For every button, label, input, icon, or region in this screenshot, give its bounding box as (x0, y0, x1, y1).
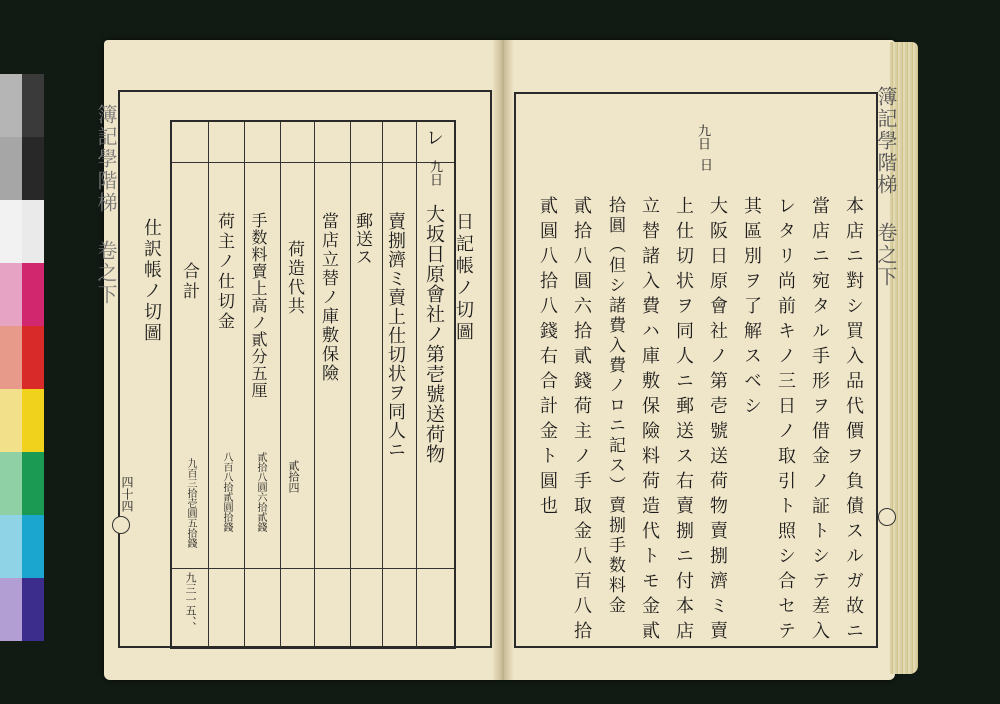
patch-magenta (22, 263, 44, 326)
text-column-3: レタリ尚前キノ三日ノ取引ト照シ合セテ (775, 196, 796, 646)
text-column-7: 立替諸入費ハ庫敷保險料荷造代トモ金貳 (639, 196, 660, 646)
entry-line-6: 手数料賣上高ノ貳分五厘 (249, 212, 268, 399)
book-gutter (492, 40, 514, 680)
text-date-heading: 九日 (695, 124, 710, 150)
patch-lightgreen (0, 452, 22, 515)
ledger-header-rule (172, 162, 454, 163)
text-column-2: 當店ニ宛タル手形ヲ借金ノ証トシテ差入 (809, 196, 830, 646)
ledger-amount-rule (172, 568, 454, 569)
entry-line-5: 荷造代共 (284, 240, 304, 316)
color-calibration-strip (0, 74, 46, 642)
text-column-6: 上仕切状ヲ同人ニ郵送ス右賣捌ニ付本店 (673, 196, 694, 646)
amount-2: 貳拾八圓六拾貳錢 (255, 452, 266, 532)
left-page-number: 四十四 (120, 476, 134, 512)
binding-hole-left (112, 516, 130, 534)
patch-lightcyan (0, 515, 22, 578)
entry-line-8: 合計 (179, 262, 199, 302)
patch-yellow (22, 389, 44, 452)
right-side-header: 簿記學階梯 卷之下 (874, 86, 898, 288)
patch-white-2 (22, 200, 44, 263)
patch-red (22, 326, 44, 389)
patch-lightyellow (0, 389, 22, 452)
entry-line-7: 荷主ノ仕切金 (214, 212, 234, 332)
amount-1: 貳拾四 (287, 460, 300, 493)
patch-gray-2 (22, 74, 44, 137)
ledger-col-rule-5 (350, 122, 351, 647)
entry-line-2: 賣捌濟ミ賣上仕切状ヲ同人ニ (385, 212, 406, 459)
ledger-table (170, 120, 456, 649)
text-column-4: 其區別ヲ了解スベシ (741, 196, 762, 421)
patch-green (22, 452, 44, 515)
ledger-col-rule-4 (314, 122, 315, 647)
amount-3: 八百八拾貳圓拾錢 (221, 452, 232, 532)
text-column-10: 貳圓八拾八錢右合計金ト圓也 (537, 196, 558, 521)
patch-lavender (0, 578, 22, 641)
ledger-col-rule-7 (416, 122, 417, 647)
patch-pink-1 (0, 263, 22, 326)
ledger-col-rule-1 (208, 122, 209, 647)
entry-marker: レ (423, 128, 444, 146)
entry-line-4: 當店立替ノ庫敷保險 (318, 212, 338, 383)
ledger-col-rule-6 (382, 122, 383, 647)
left-side-header: 簿記學階梯 卷之下 (94, 104, 118, 306)
patch-white-1 (0, 200, 22, 263)
text-column-8: 拾圓（但シ諸費入費ノロニ記ス）賣捌手数料金 (605, 196, 625, 616)
patch-purple (22, 578, 44, 641)
entry-line-3: 郵送ス (352, 212, 372, 266)
journal-title: 日記帳ノ切圖 (453, 212, 474, 344)
patch-cyan (22, 515, 44, 578)
binding-hole-right (878, 508, 896, 526)
text-column-5: 大阪日原會社ノ第壱號送荷物賣捌濟ミ賣 (707, 196, 728, 646)
patch-gray-1 (0, 74, 22, 137)
text-column-1: 本店ニ對シ買入品代價ヲ負債スルガ故ニ (843, 196, 864, 646)
entry-line-1: 大坂日原會社ノ第壱號送荷物 (423, 204, 445, 464)
patch-gray-3 (0, 137, 22, 200)
patch-gray-4 (22, 137, 44, 200)
entry-date: 九日 (427, 160, 442, 186)
ledger-col-rule-2 (244, 122, 245, 647)
ledger-ref-number: 九三一五、、 (184, 572, 197, 633)
ledger-col-rule-3 (280, 122, 281, 647)
amount-4: 九百三拾壱圓五拾錢 (185, 458, 196, 548)
ledger-title: 仕訳帳ノ切圖 (141, 218, 162, 344)
patch-salmon (0, 326, 22, 389)
text-date-sub: 日 (697, 158, 712, 171)
text-column-9: 貳拾八圓六拾貳錢荷主ノ手取金八百八拾 (571, 196, 592, 646)
